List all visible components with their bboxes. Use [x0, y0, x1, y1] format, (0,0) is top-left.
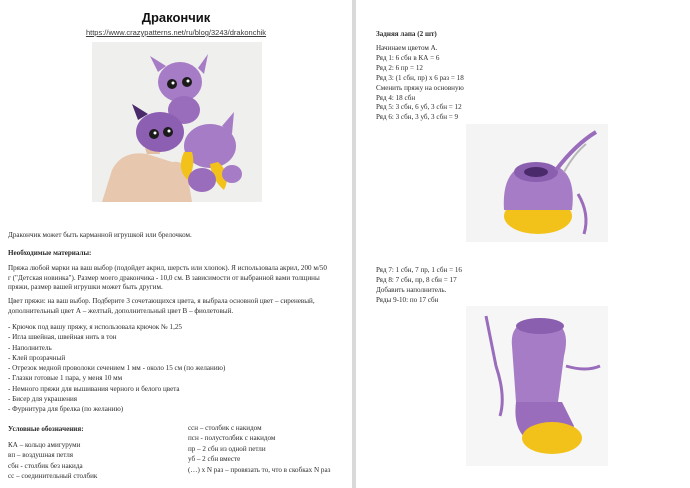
- colors-line: Цвет пряжи: на ваш выбор. Подберите 3 сочетающихся цвета, я выбрала основной цвет – сиреневый,: [8, 297, 315, 305]
- list-item: Сменить пряжу на основную: [376, 83, 464, 92]
- list-item: Ряд 3: (1 сбн, пр) х 6 раз = 18: [376, 73, 464, 82]
- list-item: пр – 2 сбн из одной петли: [188, 444, 266, 453]
- list-item: - Немного пряжи для вышивания черного и белого цвета: [8, 384, 180, 393]
- leg-step-photo-2: [466, 306, 608, 466]
- rows-list-b: [376, 266, 462, 306]
- list-item: Ряды 9-10: по 17 сбн: [376, 295, 439, 304]
- yarn-line: Пряжа любой марки на ваш выбор (подойдет акрил, шерсть или хлопок). Я использовала акрил, 200 м/50: [8, 264, 327, 272]
- list-item: - Крючок под вашу пряжу, я использовала крючок № 1,25: [8, 323, 182, 331]
- list-item: - Наполнитель: [8, 343, 52, 352]
- list-item: - Клей прозрачный: [8, 353, 66, 362]
- list-item: Ряд 5: 3 сбн, 6 уб, 3 сбн = 12: [376, 103, 462, 112]
- dragon-toys-illustration: [92, 42, 262, 202]
- rows-list-a: [376, 44, 464, 123]
- abbrev-list-right: [188, 423, 330, 475]
- abbrev-heading: Условные обозначения:: [8, 425, 84, 433]
- intro-text: Дракончик может быть карманной игрушкой или брелочком.: [8, 231, 192, 239]
- list-item: Ряд 7: 1 сбн, 7 пр, 1 сбн = 16: [376, 266, 462, 274]
- section-heading: Задняя лапа (2 шт): [376, 30, 437, 38]
- list-item: ссн – столбик с накидом: [188, 424, 262, 432]
- list-item: псн - полустолбик с накидом: [188, 434, 276, 443]
- list-item: Ряд 2: 6 пр = 12: [376, 63, 423, 72]
- list-item: сбн - столбик без накида: [8, 461, 83, 470]
- yarn-line: пряжи, размер вашей игрушки может быть другим.: [8, 283, 163, 292]
- list-item: КА – кольцо амигуруми: [8, 441, 81, 449]
- list-item: Ряд 1: 6 сбн в КА = 6: [376, 53, 440, 62]
- colors-paragraph: [8, 297, 315, 316]
- materials-heading: Необходимые материалы:: [8, 249, 92, 257]
- dragon-toys-photo: [92, 42, 262, 202]
- list-item: - Игла швейная, швейная нить в тон: [8, 333, 117, 342]
- list-item: сс – соединительный столбик: [8, 472, 98, 481]
- materials-list: [8, 322, 225, 415]
- source-url-link[interactable]: https://www.crazypatterns.net/ru/blog/3243/drakonchik: [85, 28, 267, 37]
- list-item: вп – воздушная петля: [8, 451, 74, 460]
- crochet-leg-illustration-1: [466, 124, 608, 242]
- list-item: Ряд 6: 3 сбн, 3 уб, 3 сбн = 9: [376, 113, 459, 122]
- list-item: - Глазки готовые 1 пара, у меня 10 мм: [8, 374, 123, 383]
- right-page: [356, 0, 690, 488]
- leg-step-photo-1: [466, 124, 608, 242]
- page-title: Дракончик: [141, 10, 211, 25]
- list-item: - Бисер для украшения: [8, 395, 78, 404]
- yarn-line: г ("Детская новинка"). Размер моего дракончика - 10,0 см. В зависимости от выбранной вами толщины: [8, 273, 320, 282]
- list-item: Добавить наполнитель.: [376, 285, 447, 294]
- list-item: Начинаем цветом А.: [376, 44, 438, 52]
- list-item: - Фурнитура для брелка (по желанию): [8, 405, 124, 414]
- crochet-leg-illustration-2: [466, 306, 608, 466]
- list-item: - Отрезок медной проволоки сечением 1 мм - около 15 см (по желанию): [8, 364, 226, 373]
- yarn-paragraph: [8, 264, 327, 293]
- list-item: (…) х N раз – провязать то, что в скобках N раз: [188, 465, 331, 474]
- colors-line: дополнительный цвет А – желтый, дополнительный цвет B – фиолетовый.: [8, 306, 234, 315]
- list-item: уб – 2 сбн вместе: [188, 455, 241, 464]
- list-item: Ряд 4: 18 сбн: [376, 93, 416, 102]
- list-item: Ряд 8: 7 сбн, пр, 8 сбн = 17: [376, 275, 457, 284]
- abbrev-list-left: [8, 440, 97, 482]
